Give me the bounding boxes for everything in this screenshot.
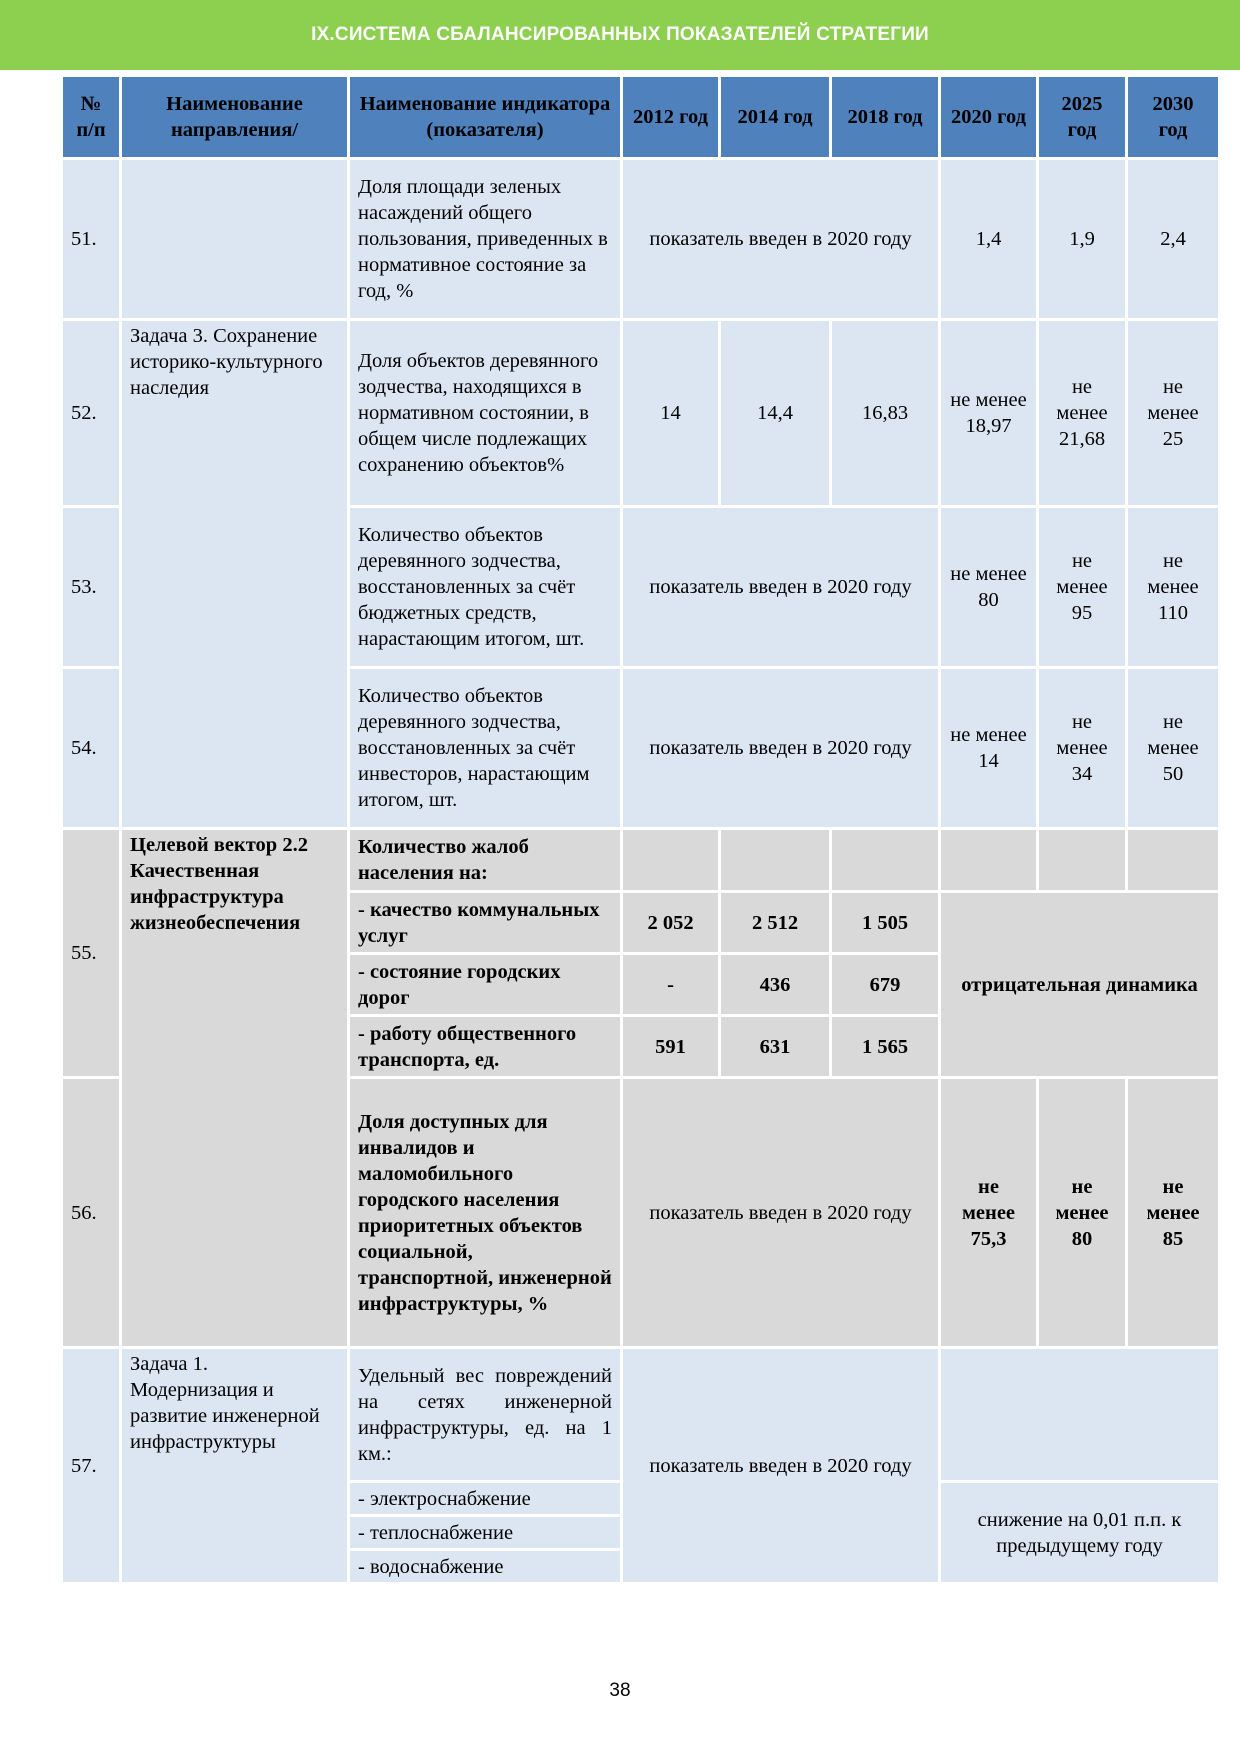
table-row-52 xyxy=(63,321,1218,505)
table-row-51 xyxy=(63,160,1218,318)
row-number: 52. xyxy=(63,321,119,505)
direction-cell: Задача 1. Модернизация и развитие инженерной инфраструктуры xyxy=(122,1349,347,1582)
value-2025: не менее 80 xyxy=(1039,1079,1125,1346)
empty-cell xyxy=(941,1349,1218,1480)
introduced-note: показатель введен в 2020 году xyxy=(623,508,938,666)
value-2012: 2 052 xyxy=(623,893,718,952)
value-2020: 1,4 xyxy=(941,160,1036,318)
value-2018: 1 565 xyxy=(832,1017,938,1076)
indicator-cell: Количество объектов деревянного зодчества, восстановленных за счёт бюджетных средств, нарастающим итогом, шт. xyxy=(350,508,620,666)
value-2025: не менее 95 xyxy=(1039,508,1125,666)
introduced-note: показатель введен в 2020 году xyxy=(623,669,938,827)
header-2018: 2018 год xyxy=(832,77,938,157)
value-2030: не менее 50 xyxy=(1128,669,1218,827)
value-2030: не менее 110 xyxy=(1128,508,1218,666)
header-2012: 2012 год xyxy=(623,77,718,157)
empty-cell xyxy=(721,830,829,890)
table-header-row xyxy=(63,77,1218,157)
value-2014: 436 xyxy=(721,955,829,1014)
value-2025: не менее 34 xyxy=(1039,669,1125,827)
header-direction: Наименование направления/ xyxy=(122,77,347,157)
header-2030: 2030 год xyxy=(1128,77,1218,157)
value-2012: 591 xyxy=(623,1017,718,1076)
value-2014: 631 xyxy=(721,1017,829,1076)
value-2025: 1,9 xyxy=(1039,160,1125,318)
value-2030: не менее 25 xyxy=(1128,321,1218,505)
section-banner xyxy=(0,0,1240,70)
target-cell: снижение на 0,01 п.п. к предыдущему году xyxy=(941,1483,1218,1582)
indicator-cell: Доля площади зеленых насаждений общего пользования, приведенных в нормативное состояние за год, % xyxy=(350,160,620,318)
indicator-subcell: - электроснабжение xyxy=(350,1483,620,1514)
value-2020: не менее 18,97 xyxy=(941,321,1036,505)
row-number: 57. xyxy=(63,1349,119,1582)
row-number: 55. xyxy=(63,830,119,1076)
indicators-table xyxy=(60,74,1221,1585)
value-2018: 1 505 xyxy=(832,893,938,952)
empty-cell xyxy=(1039,830,1125,890)
indicator-cell: Количество жалоб населения на: xyxy=(350,830,620,890)
introduced-note: показатель введен в 2020 году xyxy=(623,1079,938,1346)
value-2020: не менее 75,3 xyxy=(941,1079,1036,1346)
section-title: IX.СИСТЕМА СБАЛАНСИРОВАННЫХ ПОКАЗАТЕЛЕЙ СТРАТЕГИИ xyxy=(311,24,929,45)
value-2020: не менее 14 xyxy=(941,669,1036,827)
introduced-note: показатель введен в 2020 году xyxy=(623,160,938,318)
empty-cell xyxy=(623,830,718,890)
row-number: 53. xyxy=(63,508,119,666)
introduced-note: показатель введен в 2020 году xyxy=(623,1349,938,1582)
header-2020: 2020 год xyxy=(941,77,1036,157)
indicator-subcell: - состояние городских дорог xyxy=(350,955,620,1014)
indicator-cell: Доля объектов деревянного зодчества, находящихся в нормативном состоянии, в общем числе подлежащих сохранению объектов% xyxy=(350,321,620,505)
table-row-57 xyxy=(63,1349,1218,1480)
indicator-subcell: - качество коммунальных услуг xyxy=(350,893,620,952)
indicator-subcell: - теплоснабжение xyxy=(350,1517,620,1548)
empty-cell xyxy=(832,830,938,890)
header-2014: 2014 год xyxy=(721,77,829,157)
value-2012: 14 xyxy=(623,321,718,505)
page-number: 38 xyxy=(609,1680,631,1701)
row-number: 54. xyxy=(63,669,119,827)
empty-cell xyxy=(1128,830,1218,890)
value-2014: 2 512 xyxy=(721,893,829,952)
indicator-cell: Доля доступных для инвалидов и маломобильного городского населения приоритетных объектов социальной, транспортной, инженерной инфраструктуры, % xyxy=(350,1079,620,1346)
indicator-cell: Удельный вес повреждений на сетях инженерной инфраструктуры, ед. на 1 км.: xyxy=(350,1349,620,1480)
value-2020: не менее 80 xyxy=(941,508,1036,666)
value-2030: 2,4 xyxy=(1128,160,1218,318)
indicator-cell: Количество объектов деревянного зодчества, восстановленных за счёт инвесторов, нарастающим итогом, шт. xyxy=(350,669,620,827)
direction-cell: Задача 3. Сохранение историко-культурного наследия xyxy=(122,321,347,827)
direction-cell-empty xyxy=(122,160,347,318)
header-2025: 2025 год xyxy=(1039,77,1125,157)
header-indicator: Наименование индикатора (показателя) xyxy=(350,77,620,157)
value-2025: не менее 21,68 xyxy=(1039,321,1125,505)
row-number: 56. xyxy=(63,1079,119,1346)
header-num: № п/п xyxy=(63,77,119,157)
table-row-55 xyxy=(63,830,1218,890)
value-2018: 679 xyxy=(832,955,938,1014)
row-number: 51. xyxy=(63,160,119,318)
trend-cell: отрицательная динамика xyxy=(941,893,1218,1076)
value-2018: 16,83 xyxy=(832,321,938,505)
value-2012: - xyxy=(623,955,718,1014)
empty-cell xyxy=(941,830,1036,890)
value-2030: не менее 85 xyxy=(1128,1079,1218,1346)
value-2014: 14,4 xyxy=(721,321,829,505)
indicator-subcell: - работу общественного транспорта, ед. xyxy=(350,1017,620,1076)
indicator-subcell: - водоснабжение xyxy=(350,1551,620,1582)
direction-cell: Целевой вектор 2.2 Качественная инфраструктура жизнеобеспечения xyxy=(122,830,347,1346)
